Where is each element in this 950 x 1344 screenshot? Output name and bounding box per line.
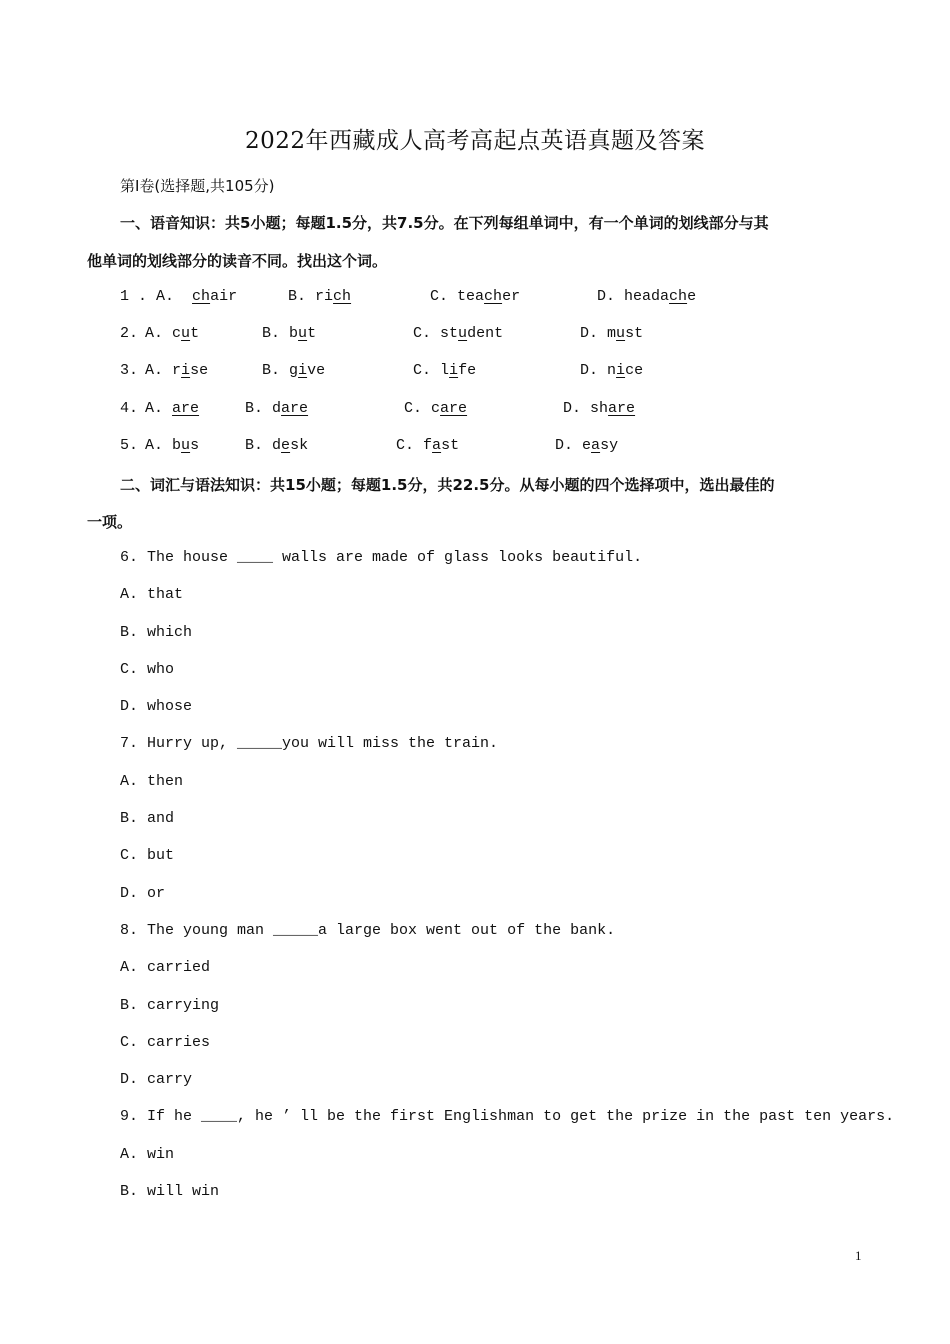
phonetics-option (413, 362, 476, 379)
part-header: 第Ⅰ卷(选择题,共105分) (120, 177, 275, 195)
option-letter: C. (413, 362, 432, 379)
document-title: 2022年西藏成人高考高起点英语真题及答案 (244, 128, 706, 154)
word-prefix: sh (590, 400, 609, 417)
section1-instruction-line2: 他单词的划线部分的读音不同。找出这个词。 (87, 252, 388, 270)
option-letter: B. (262, 362, 281, 379)
option-letter: B. (245, 400, 264, 417)
option-letter: B. (288, 288, 307, 305)
underlined-sound: a (591, 437, 601, 454)
underlined-sound: i (616, 362, 626, 379)
question-stem: 9. If he ____, he ’ ll be the first Englishman to get the prize in the past ten years. (120, 1108, 895, 1125)
word-suffix: air (210, 288, 238, 305)
word-prefix (183, 288, 192, 305)
option-letter: C. (404, 400, 423, 417)
word-suffix: s (190, 437, 200, 454)
underlined-sound: ch (333, 288, 352, 305)
option-letter: A. (145, 325, 164, 342)
phonetics-option (245, 437, 308, 454)
word-prefix: heada (624, 288, 670, 305)
word-suffix: ve (307, 362, 326, 379)
phonetics-option (597, 288, 696, 305)
underlined-sound: ch (192, 288, 211, 305)
underlined-sound: u (616, 325, 626, 342)
option-letter: A. (145, 400, 164, 417)
option-letter: D. (563, 400, 582, 417)
option-letter: A. (156, 288, 175, 305)
option-letter: C. (430, 288, 449, 305)
phonetics-option (245, 400, 308, 417)
question-option: D. or (120, 885, 166, 902)
question-option: A. that (120, 586, 184, 603)
question-option: C. who (120, 661, 175, 678)
phonetics-question-number: 4. (120, 400, 139, 417)
underlined-sound: are (608, 400, 636, 417)
underlined-sound: a (432, 437, 442, 454)
option-letter: D. (597, 288, 616, 305)
word-prefix: f (423, 437, 433, 454)
question-stem: 7. Hurry up, _____you will miss the train. (120, 735, 499, 752)
phonetics-option (145, 325, 199, 342)
word-suffix: t (307, 325, 317, 342)
phonetics-option (262, 362, 325, 379)
underlined-sound: i (181, 362, 191, 379)
word-prefix: b (289, 325, 299, 342)
question-option: A. then (120, 773, 184, 790)
phonetics-option (413, 325, 503, 342)
phonetics-option (580, 325, 643, 342)
word-suffix: t (190, 325, 200, 342)
option-letter: A. (145, 362, 164, 379)
option-letter: D. (580, 362, 599, 379)
word-suffix: er (502, 288, 521, 305)
word-prefix: r (172, 362, 182, 379)
phonetics-question-number: 5. (120, 437, 139, 454)
word-prefix: b (172, 437, 182, 454)
underlined-sound: u (181, 437, 191, 454)
question-option: C. carries (120, 1034, 211, 1051)
phonetics-option (555, 437, 618, 454)
phonetics-option (288, 288, 351, 305)
phonetics-option (430, 288, 520, 305)
word-prefix: c (431, 400, 441, 417)
word-suffix: st (441, 437, 460, 454)
word-suffix: st (625, 325, 644, 342)
underlined-sound: u (181, 325, 191, 342)
word-prefix: l (440, 362, 450, 379)
word-prefix: c (172, 325, 182, 342)
phonetics-option (396, 437, 459, 454)
option-letter: D. (580, 325, 599, 342)
underlined-sound: i (449, 362, 459, 379)
phonetics-option (145, 400, 199, 417)
underlined-sound: e (281, 437, 291, 454)
phonetics-question-number: 1 . (120, 288, 148, 305)
question-option: B. carrying (120, 997, 220, 1014)
word-prefix: n (607, 362, 617, 379)
question-option: A. carried (120, 959, 211, 976)
phonetics-option (156, 288, 237, 305)
phonetics-option (262, 325, 316, 342)
phonetics-option (563, 400, 635, 417)
option-letter: C. (413, 325, 432, 342)
word-suffix: fe (458, 362, 477, 379)
word-suffix: se (190, 362, 209, 379)
question-option: D. whose (120, 698, 193, 715)
question-option: D. carry (120, 1071, 193, 1088)
phonetics-option (580, 362, 643, 379)
question-option: C. but (120, 847, 175, 864)
question-option: B. and (120, 810, 175, 827)
section1-instruction-line1: 一、语音知识：共5小题；每题1.5分，共7.5分。在下列每组单词中，有一个单词的划线部分与其 (120, 214, 769, 232)
option-letter: A. (145, 437, 164, 454)
underlined-sound: i (298, 362, 308, 379)
question-option: A. win (120, 1146, 175, 1163)
word-prefix: tea (457, 288, 485, 305)
word-prefix: g (289, 362, 299, 379)
option-letter: C. (396, 437, 415, 454)
section2-instruction-line1: 二、词汇与语法知识：共15小题；每题1.5分，共22.5分。从每小题的四个选择项中，选出最佳的 (120, 476, 775, 494)
page-number: 1 (855, 1248, 862, 1263)
word-prefix: d (272, 400, 282, 417)
word-suffix: dent (467, 325, 504, 342)
word-prefix: e (582, 437, 592, 454)
option-letter: D. (555, 437, 574, 454)
word-prefix: st (440, 325, 459, 342)
underlined-sound: are (172, 400, 200, 417)
option-letter: B. (262, 325, 281, 342)
phonetics-question-number: 2. (120, 325, 139, 342)
word-prefix: d (272, 437, 282, 454)
word-suffix: sk (290, 437, 309, 454)
word-suffix: ce (625, 362, 644, 379)
phonetics-question-number: 3. (120, 362, 139, 379)
phonetics-option (145, 362, 208, 379)
underlined-sound: ch (669, 288, 688, 305)
option-letter: B. (245, 437, 264, 454)
word-suffix: e (687, 288, 697, 305)
word-suffix: sy (600, 437, 619, 454)
question-stem: 6. The house ____ walls are made of glass looks beautiful. (120, 549, 643, 566)
word-prefix: m (607, 325, 617, 342)
underlined-sound: are (281, 400, 309, 417)
phonetics-option (145, 437, 199, 454)
question-option: B. will win (120, 1183, 220, 1200)
word-prefix: ri (315, 288, 334, 305)
underlined-sound: are (440, 400, 468, 417)
underlined-sound: u (298, 325, 308, 342)
underlined-sound: u (458, 325, 468, 342)
question-stem: 8. The young man _____a large box went out of the bank. (120, 922, 616, 939)
section2-instruction-line2: 一项。 (87, 513, 133, 531)
question-option: B. which (120, 624, 193, 641)
underlined-sound: ch (484, 288, 503, 305)
phonetics-option (404, 400, 467, 417)
